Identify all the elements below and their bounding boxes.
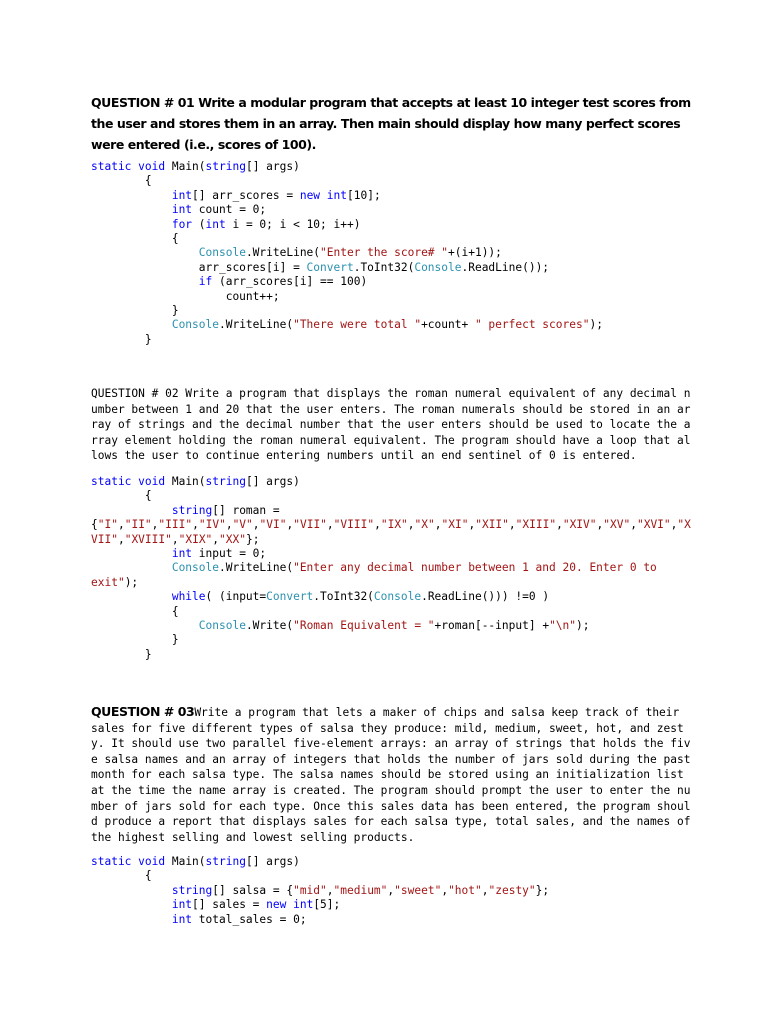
code-token: { — [91, 489, 152, 503]
code-token: [] salsa = { — [212, 883, 294, 897]
code-token: .ToInt32( — [353, 260, 415, 274]
code-token: static — [91, 855, 139, 868]
code-token: "IV" — [198, 518, 226, 532]
code-token: } — [91, 332, 152, 346]
code-token: total_sales = 0; — [198, 912, 307, 926]
code-token: [10]; — [347, 188, 381, 202]
code-line — [91, 619, 590, 632]
code-token: +(i+1)); — [448, 246, 502, 260]
code-token: Main( — [171, 855, 206, 868]
code-token: "Roman Equivalent = " — [293, 619, 435, 632]
code-line — [91, 290, 280, 303]
code-token: [] args) — [245, 475, 300, 488]
code-line — [91, 547, 266, 560]
code-token: int — [171, 898, 193, 912]
code-token: ( (input= — [205, 590, 267, 604]
code-line — [91, 605, 179, 618]
code-line — [91, 489, 152, 502]
code-token: "X — [677, 518, 691, 532]
code-token: "II" — [124, 518, 152, 532]
code-token: , — [434, 518, 442, 532]
code-token: , — [441, 883, 449, 897]
code-token: "Enter any decimal number between 1 and 20. Enter 0 to — [293, 561, 657, 575]
code-token — [91, 318, 172, 331]
code-token: Convert — [266, 590, 314, 604]
code-token: static — [91, 475, 139, 488]
code-token: .ReadLine())) !=0 ) — [421, 590, 550, 604]
code-line — [91, 913, 307, 926]
code-line — [91, 261, 549, 274]
code-token: "IX" — [380, 518, 408, 532]
code-token: static — [91, 160, 139, 173]
code-token: } — [91, 647, 152, 661]
code-token: { — [91, 232, 179, 245]
code-token: int — [171, 547, 199, 560]
code-line — [91, 475, 300, 488]
code-token: , — [468, 518, 476, 532]
code-token: , — [596, 518, 604, 532]
code-token: { — [91, 174, 152, 188]
code-token: "XIX" — [178, 532, 213, 546]
code-token — [91, 218, 172, 231]
code-token — [91, 898, 172, 911]
code-token: ); — [589, 318, 603, 332]
code-token: .ToInt32( — [313, 590, 374, 604]
code-line — [91, 232, 179, 245]
code-token: "XX" — [219, 532, 246, 546]
code-token: count++; — [91, 289, 280, 303]
code-token: "VII" — [293, 518, 327, 532]
code-token: , — [481, 883, 489, 897]
code-token: Console — [198, 246, 246, 260]
code-token: Console — [414, 260, 462, 274]
code-token: "sweet" — [394, 883, 442, 897]
code-token: "I" — [97, 518, 118, 532]
code-line — [91, 855, 300, 868]
code-token: , — [286, 518, 294, 532]
code-token: , — [670, 518, 678, 532]
code-token: +count+ — [421, 318, 475, 332]
code-token: int — [205, 217, 233, 231]
code-token: ); — [124, 575, 139, 589]
code-token: , — [151, 518, 159, 532]
code-token: , — [508, 518, 516, 532]
code-line — [91, 160, 300, 173]
code-token: , — [326, 518, 334, 532]
code-token: Main( — [171, 160, 206, 173]
code-token — [91, 275, 199, 288]
code-token: string — [205, 475, 246, 488]
code-token: .ReadLine()); — [461, 260, 550, 274]
code-line — [91, 218, 360, 231]
code-token: , — [192, 518, 199, 532]
code-token: , — [171, 532, 179, 546]
code-token: "VIII" — [333, 518, 375, 532]
code-token: { — [91, 869, 152, 883]
code-token: "XIV" — [562, 518, 597, 532]
code-token: count = 0; — [198, 203, 267, 217]
code-token — [91, 504, 172, 517]
code-token: [] args) — [245, 160, 300, 173]
code-token — [91, 561, 172, 574]
code-token: void — [138, 160, 172, 173]
code-token: "III" — [158, 518, 193, 532]
code-token: +roman[--input] + — [434, 619, 550, 632]
code-token: "VI" — [259, 518, 287, 532]
code-token: .WriteLine( — [245, 246, 321, 260]
code-token: "Enter the score# " — [320, 246, 449, 260]
code-token: void — [138, 475, 172, 488]
code-token: { — [91, 518, 98, 532]
code-token: " perfect scores" — [474, 318, 590, 332]
code-token: , — [630, 518, 637, 532]
code-token: , — [556, 518, 563, 532]
code-token: }; — [246, 532, 260, 546]
code-token — [91, 619, 199, 632]
code-line — [91, 275, 367, 288]
code-token: , — [387, 883, 395, 897]
code-token: [5]; — [313, 898, 341, 912]
code-token: "XV" — [603, 518, 631, 532]
code-token: , — [117, 532, 125, 546]
code-token: VII" — [91, 532, 118, 546]
code-token: while — [171, 590, 206, 604]
code-token: .WriteLine( — [218, 318, 294, 332]
code-token: if — [198, 275, 219, 289]
code-token — [91, 203, 172, 216]
code-token — [91, 547, 172, 560]
code-line — [91, 504, 280, 517]
code-token: , — [374, 518, 381, 532]
code-token — [91, 884, 172, 897]
code-token: (arr_scores[i] == 100) — [219, 275, 368, 289]
code-token: , — [117, 518, 125, 532]
code-token — [91, 189, 172, 202]
question-3-text — [91, 704, 698, 845]
code-token: "\n" — [549, 619, 577, 632]
code-token: }; — [535, 883, 550, 897]
code-line — [91, 898, 340, 911]
code-token: , — [407, 518, 415, 532]
code-line — [91, 533, 259, 546]
code-token: { — [91, 604, 179, 618]
code-line — [91, 561, 657, 574]
code-token: "XVIII" — [124, 532, 172, 546]
code-line — [91, 648, 152, 661]
code-token: "mid" — [293, 883, 327, 897]
code-token: Convert — [306, 260, 354, 274]
question-3-label: QUESTION # 03 — [91, 704, 195, 719]
code-token: ); — [576, 619, 590, 632]
code-token: } — [91, 633, 179, 647]
code-token: string — [205, 855, 246, 868]
code-token: "XI" — [441, 518, 469, 532]
code-token — [91, 913, 172, 926]
code-line — [91, 189, 381, 202]
question-1-heading: QUESTION # 01 Write a modular program that accepts at least 10 integer test scores from the user and stores them in an array. Then main should display how many perfect scores were entered (i.e., scores of 100). — [91, 95, 691, 152]
code-line — [91, 304, 179, 317]
code-token: int — [171, 203, 199, 217]
code-token: "X" — [414, 518, 435, 532]
question-3-body: Write a program that lets a maker of chips and salsa keep track of their sales for five different types of salsa they produce: mild, medium, sweet, hot, and zesty. It should use two parallel five-element arrays: an array of strings that holds the five salsa names and an array of integers that holds the number of jars sold during the past month for each salsa type. The salsa names should be stored using an initialization list at the time the name array is created. The program should prompt the user to enter the number of jars sold for each type. Once this sales data has been entered, the program should produce a report that displays sales for each salsa type, total sales, and the names of the highest selling and lowest selling products. — [91, 706, 698, 844]
code-token — [91, 246, 199, 259]
code-token: "XIII" — [515, 518, 557, 532]
code-token: Main( — [171, 475, 206, 488]
code-line — [91, 518, 691, 531]
code-token: [] sales = — [192, 898, 267, 912]
code-token: , — [225, 518, 233, 532]
code-token: .WriteLine( — [218, 561, 294, 575]
code-token: [] args) — [245, 855, 300, 868]
code-token: , — [252, 518, 260, 532]
code-line — [91, 869, 152, 882]
code-token: [] arr_scores = — [192, 188, 300, 202]
code-token: exit" — [91, 575, 125, 589]
code-token: "XII" — [475, 518, 509, 532]
code-token: [] roman = — [212, 503, 280, 517]
code-token: ( — [198, 217, 206, 231]
code-token: string — [171, 883, 213, 897]
question-2-text: QUESTION # 02 Write a program that displays the roman numeral equivalent of any decimal number between 1 and 20 that the user enters. The roman numerals should be stored in an array of strings and the decimal number that the user enters should be used to locate the array element holding the roman numeral equivalent. The program should have a loop that allows the user to continue entering numbers until an end sentinel of 0 is entered. — [91, 387, 691, 462]
code-line — [91, 884, 549, 897]
code-token: Console — [171, 561, 219, 575]
code-token: "There were total " — [293, 318, 422, 332]
code-token: "XVI" — [636, 518, 671, 532]
code-token: i = 0; i < 10; i++) — [232, 217, 361, 231]
code-line — [91, 318, 603, 331]
code-line — [91, 203, 266, 216]
code-token: Console — [171, 318, 219, 332]
code-line — [91, 333, 152, 346]
code-token: new — [299, 188, 327, 202]
code-token: , — [326, 883, 334, 897]
code-token: "V" — [232, 518, 253, 532]
code-token: int — [326, 188, 347, 202]
code-token: for — [171, 217, 199, 231]
code-token: void — [138, 855, 172, 868]
code-token: "hot" — [448, 883, 482, 897]
code-line — [91, 576, 138, 589]
code-token: , — [212, 532, 220, 546]
code-token: int — [171, 188, 193, 202]
code-token: int — [293, 898, 314, 912]
code-token: string — [205, 160, 246, 173]
code-line — [91, 633, 179, 646]
code-token: input = 0; — [198, 547, 267, 560]
code-token: arr_scores[i] = — [91, 260, 307, 274]
code-token: "medium" — [333, 883, 388, 897]
code-line — [91, 590, 549, 603]
code-token: Console — [198, 619, 246, 632]
code-token — [91, 590, 172, 603]
code-token: Console — [373, 590, 422, 604]
code-token: .Write( — [245, 619, 294, 632]
code-token: "zesty" — [488, 883, 536, 897]
code-token: int — [171, 912, 199, 926]
code-line — [91, 246, 502, 259]
code-line — [91, 174, 152, 187]
code-token: string — [171, 503, 213, 517]
code-token: } — [91, 304, 179, 317]
code-token: new — [266, 898, 294, 912]
